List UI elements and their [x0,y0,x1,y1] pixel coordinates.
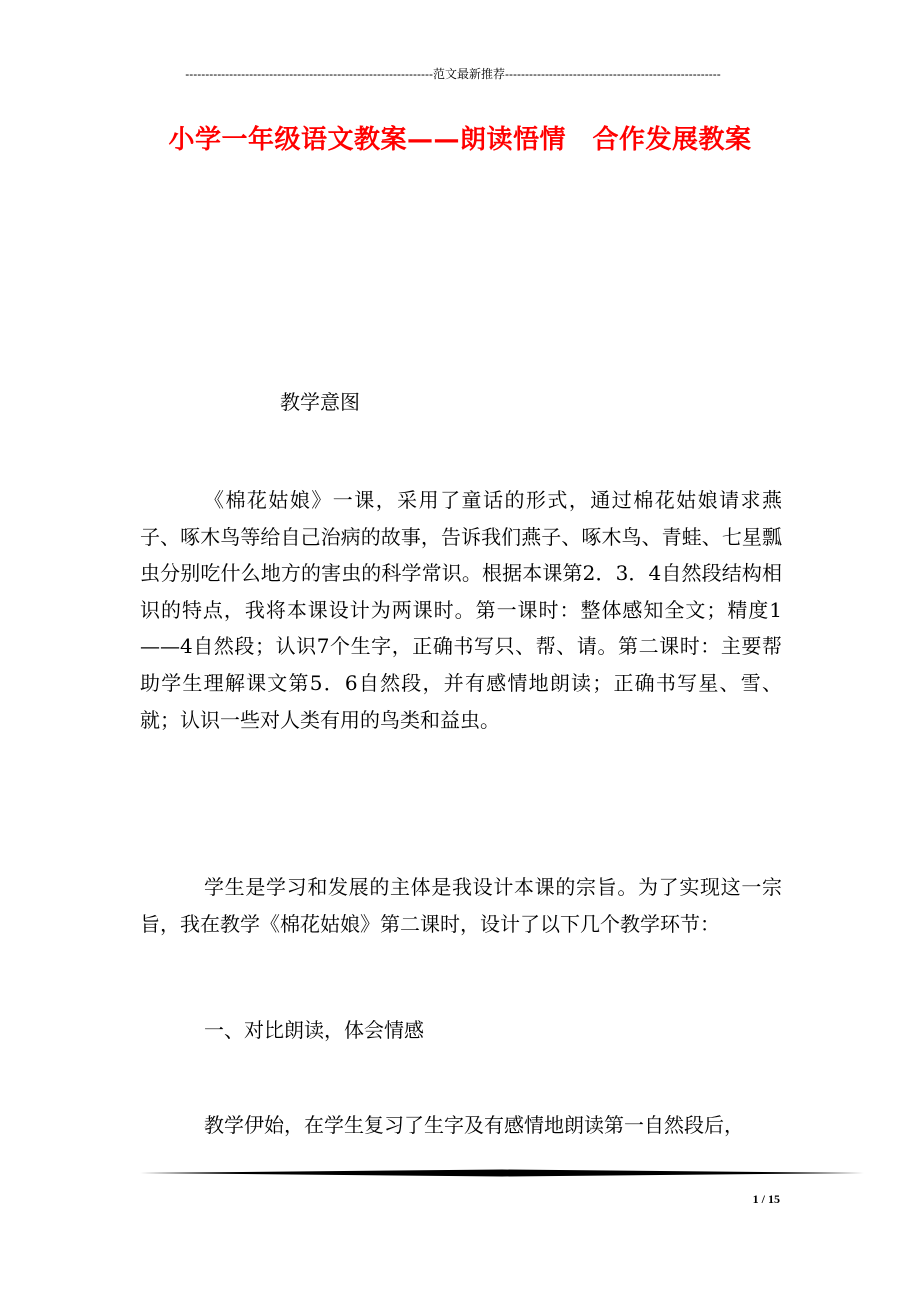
paragraph-4: 教学伊始，在学生复习了生字及有感情地朗读第一自然段后， [204,1113,744,1137]
paragraph-3: 一、对比朗读，体会情感 [204,1018,424,1042]
header-banner: --------------------------------------------------------------范文最新推荐------------------------------------------------------ [185,67,721,81]
footer-rule [140,1168,864,1178]
section-heading: 教学意图 [280,390,360,414]
page-number: 1 / 15 [752,1192,780,1206]
paragraph-2: 学生是学习和发展的主体是我设计本课的宗旨。为了实现这一宗旨，我在教学《棉花姑娘》第二课时，设计了以下几个教学环节： [140,875,782,936]
paragraph-1: 《棉花姑娘》一课，采用了童话的形式，通过棉花姑娘请求燕子、啄木鸟等给自己治病的故事，告诉我们燕子、啄木鸟、青蛙、七星瓢虫分别吃什么地方的害虫的科学常识。根据本课第2．3．4自然段结构相识的特点，我将本课设计为两课时。第一课时：整体感知全文；精度1——4自然段；认识7个生字，正确书写只、帮、请。第二课时：主要帮助学生理解课文第5．6自然段，并有感情地朗读；正确书写星、雪、就；认识一些对人类有用的鸟类和益虫。 [140,488,782,732]
document-title: 小学一年级语文教案——朗读悟情 合作发展教案 [168,125,752,155]
